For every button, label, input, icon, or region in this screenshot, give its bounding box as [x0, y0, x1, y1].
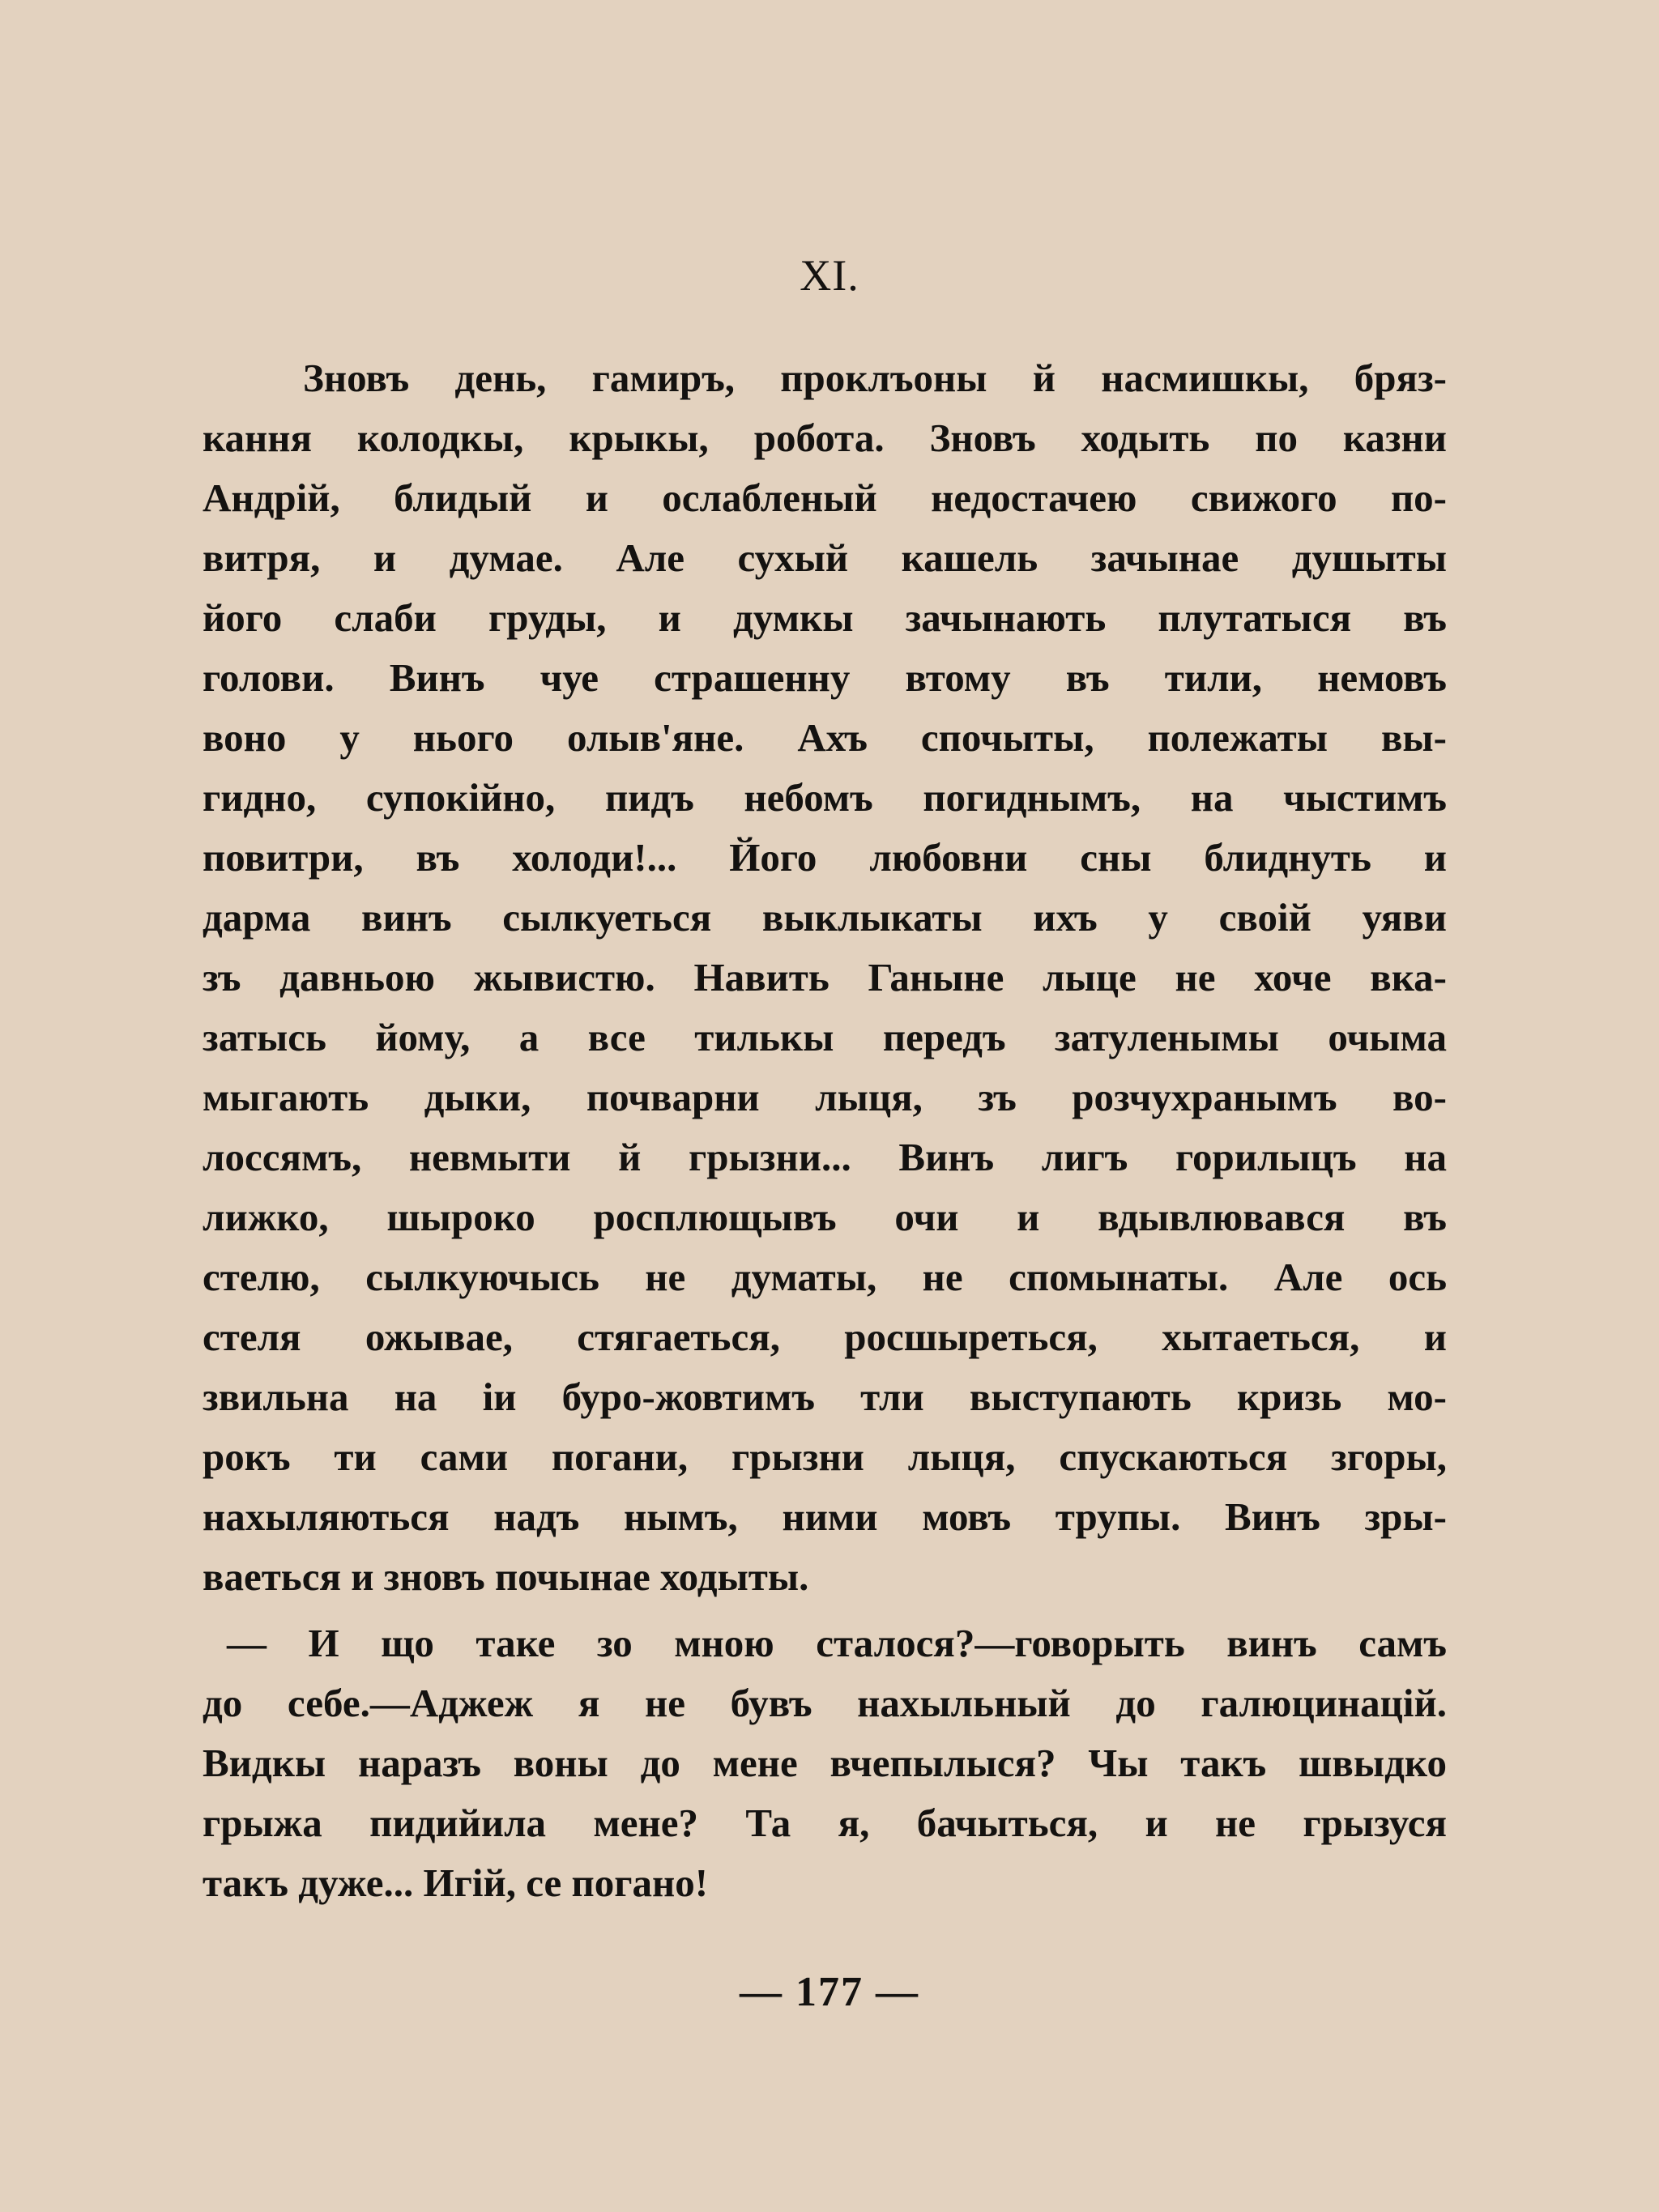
text-line: мыгають дыки, почварни лыця, зъ розчухранымъ во-	[203, 1075, 1447, 1119]
text-line: стеля ожывае, стягаеться, росшыреться, хытаеться, и	[203, 1315, 1447, 1359]
text-line: воно у нього олыв'яне. Ахъ спочыты, полежаты вы-	[203, 715, 1447, 760]
text-line: лижко, шыроко росплющывъ очи и вдывлювався въ	[203, 1195, 1447, 1239]
text-line: дарма винъ сылкуеться выклыкаты ихъ у своій уяви	[203, 895, 1447, 940]
text-line: затысь йому, а все тилькы передъ затуленымы очыма	[203, 1015, 1447, 1059]
text-line: зъ давньою жывистю. Навить Ганыне лыце не хоче вка-	[203, 955, 1447, 999]
text-line: ваеться и зновъ почынае ходыты.	[203, 1554, 809, 1599]
text-line: звильна на іи буро-жовтимъ тли выступають кризь мо-	[203, 1375, 1447, 1419]
text-line: стелю, сылкуючысь не думаты, не спомынаты. Але ось	[203, 1255, 1447, 1299]
text-line: голови. Винъ чуе страшенну втому въ тили, немовъ	[203, 655, 1447, 700]
page-number: — 177 —	[740, 1969, 919, 2015]
chapter-heading: XI.	[800, 251, 859, 300]
text-line: Зновъ день, гамиръ, проклъоны й насмишкы, бряз-	[303, 356, 1447, 400]
text-line: повитри, въ холоди!... Його любовни сны блиднуть и	[203, 835, 1447, 880]
text-line: Видкы наразъ воны до мене вчепылыся? Чы такъ швыдко	[203, 1741, 1447, 1785]
paragraph	[203, 348, 1447, 1607]
text-line: лоссямъ, невмыти й грызни... Винъ лигъ горилыцъ на	[203, 1135, 1447, 1179]
text-line: рокъ ти сами погани, грызни лыця, спускаються згоры,	[203, 1434, 1447, 1479]
text-line: Андрій, блидый и ослабленый недостачею свижого по-	[203, 475, 1447, 520]
text-line: гидно, супокійно, пидъ небомъ погиднымъ, на чыстимъ	[203, 775, 1447, 820]
text-line: грыжа пидийила мене? Та я, бачыться, и не грызуся	[203, 1801, 1447, 1845]
text-line: — И що таке зо мною сталося?—говорыть винъ самъ	[227, 1621, 1447, 1665]
text-line: до себе.—Аджеж я не бувъ нахыльный до галюцинацій.	[203, 1681, 1447, 1725]
text-line: кання колодкы, крыкы, робота. Зновъ ходыть по казни	[203, 416, 1447, 460]
text-line: його слаби груды, и думкы зачынають плутатыся въ	[203, 595, 1447, 640]
text-line: нахыляються надъ нымъ, ними мовъ трупы. Винъ зры-	[203, 1494, 1447, 1539]
text-line: такъ дуже... Игій, се погано!	[203, 1860, 709, 1905]
text-line: витря, и думае. Але сухый кашель зачынае душыты	[203, 535, 1447, 580]
paragraph	[203, 1613, 1447, 1913]
